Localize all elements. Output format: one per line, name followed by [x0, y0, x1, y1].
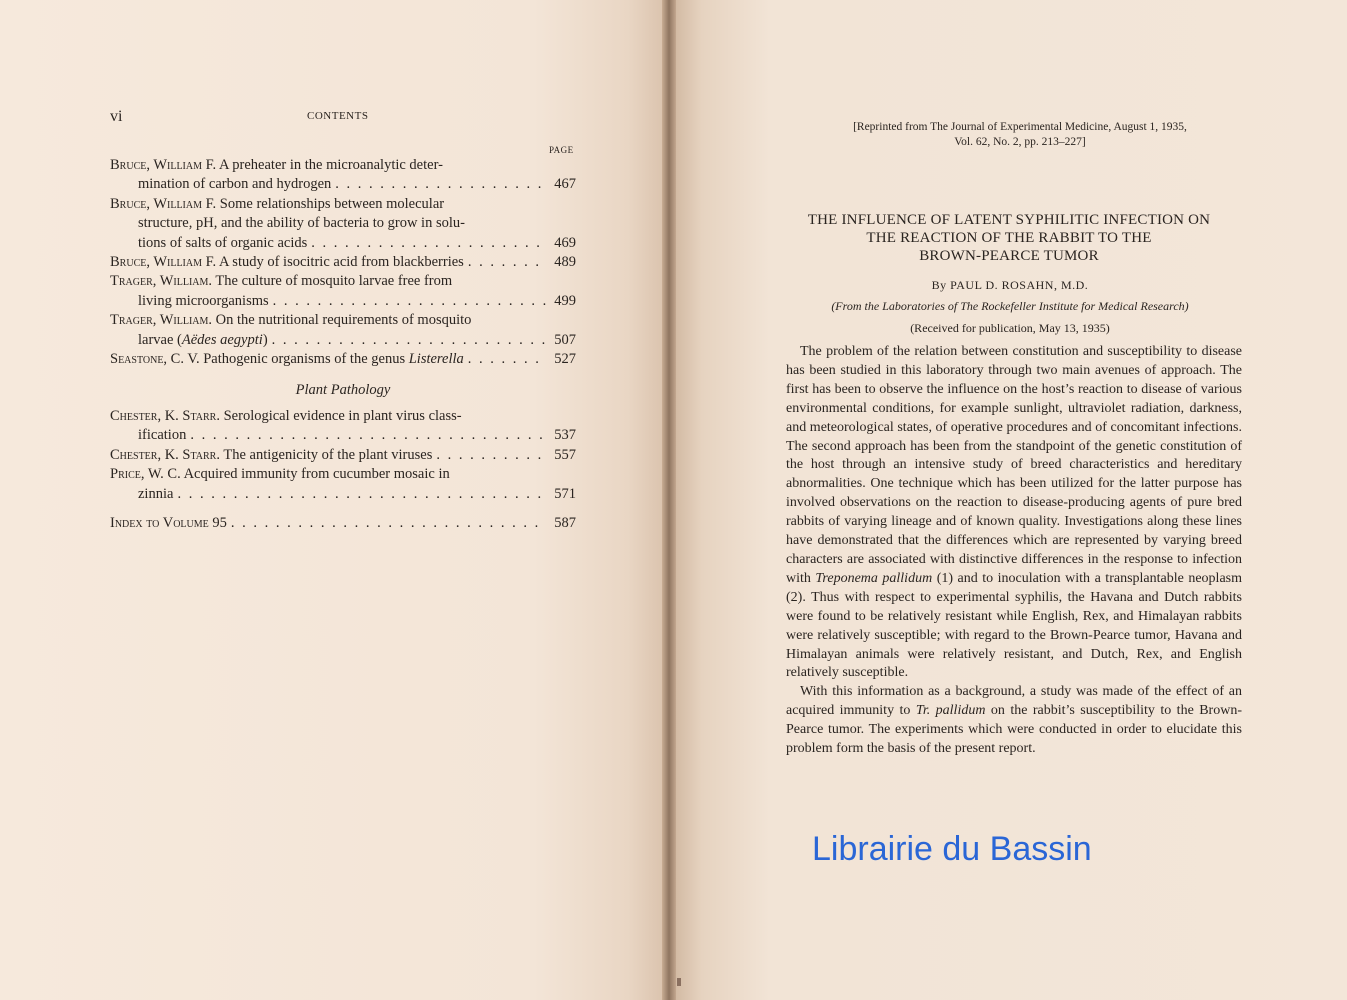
toc-title: The antigenicity of the plant viruses — [223, 446, 433, 463]
title-line: BROWN-PEARCE TUMOR — [919, 248, 1099, 264]
toc-page: 469 — [554, 234, 576, 251]
toc-entry — [110, 195, 576, 253]
toc-entry — [110, 465, 576, 504]
article-title — [774, 211, 1244, 265]
toc-title: A study of isocitric acid from blackberries — [219, 254, 464, 271]
toc-title: Pathogenic organisms of the genus — [203, 351, 409, 368]
toc-entry — [110, 350, 576, 369]
book-gutter — [662, 0, 676, 1000]
title-line: THE INFLUENCE OF LATENT SYPHILITIC INFECTION ON — [807, 212, 1211, 228]
toc-author: Seastone, C. V. — [110, 351, 200, 368]
toc-title: Some relationships between molecular — [219, 195, 445, 212]
toc-page: 527 — [554, 351, 576, 368]
reprint-notice — [820, 120, 1220, 150]
article-author: By PAUL D. ROSAHN, M.D. — [931, 278, 1089, 292]
received-date: (Received for publication, May 13, 1935) — [910, 321, 1110, 335]
toc-title-cont: tions of salts of organic acids — [138, 234, 308, 251]
section-title: Plant Pathology — [295, 382, 391, 399]
toc-page: 557 — [554, 446, 576, 463]
toc-entry — [110, 446, 576, 465]
toc-page: 507 — [554, 331, 576, 348]
toc-author: Chester, K. Starr. — [110, 446, 220, 463]
reprint-line: Vol. 62, No. 2, pp. 213–227] — [954, 136, 1086, 148]
toc-title-cont: zinnia — [138, 485, 174, 502]
toc-title: Serological evidence in plant virus class- — [223, 407, 462, 424]
toc-title-cont: mination of carbon and hydrogen — [138, 176, 332, 193]
toc-author: Chester, K. Starr. — [110, 407, 220, 424]
toc-author: Bruce, William F. — [110, 195, 217, 212]
toc-title-cont: ification — [138, 427, 187, 444]
body-text: The problem of the relation between constitution and susceptibility to disease has been studied in this laboratory through two main avenues of approach. The first has been to observe the influence on the host’s reaction to disease of various environmental conditions, for example sunlight, ultraviolet radiation, darkness, and meteorological states, of operative procedures and of concomitant infections. The second approach has been from the standpoint of the genetic constitution of the host through an intensive study of breed characteristics and hereditary abnormalities. One technique which has been utilized for the latter purpose has involved observations on the reaction to disease-producing agents of pure bred rabbits of varying lineage and of known quality. Investigations along these lines have demonstrated that the differences which are represented by varying breed characters are associated with distinctive differences in the response to infection with — [786, 344, 1242, 586]
page-column-header: PAGE — [549, 145, 574, 155]
species-name: Aëdes aegypti — [181, 331, 263, 348]
article-affiliation: (From the Laboratories of The Rockefeller Institute for Medical Research) — [831, 299, 1189, 313]
toc-page: 571 — [554, 485, 576, 502]
table-of-contents — [110, 156, 576, 533]
article-body — [786, 343, 1242, 759]
toc-entry — [110, 156, 576, 195]
body-text: With this information as a background, a study was made of the effect of an acquired immunity to — [786, 684, 1242, 719]
toc-page: 587 — [554, 514, 576, 531]
toc-page: 467 — [554, 176, 576, 193]
toc-author: Trager, William. — [110, 312, 213, 329]
body-text: on the rabbit’s susceptibility to the Brown-Pearce tumor. The experiments which were conducted in order to elucidate this problem form the basis of the present report. — [786, 703, 1242, 757]
toc-title-cont: larvae ( — [138, 331, 182, 348]
body-text: (1) and to inoculation with a transplantable neoplasm (2). Thus with respect to experimental syphilis, the Havana and Dutch rabbits were found to be relatively resistant while English, Rex, and Himalayan rabbits were relatively susceptible; with regard to the Brown-Pearce tumor, Havana and Himalayan animals were relatively resistant, and Dutch, Rex, and English relatively susceptible. — [786, 570, 1242, 681]
index-label: Index to Volume 95 — [110, 514, 227, 531]
toc-page: 499 — [554, 292, 576, 309]
toc-author: Price, W. C. — [110, 466, 181, 483]
toc-entry — [110, 407, 576, 446]
toc-entry — [110, 272, 576, 311]
seller-watermark: Librairie du Bassin — [812, 830, 1092, 868]
toc-title-cont: living microorganisms — [138, 292, 269, 309]
toc-entry — [110, 311, 576, 350]
toc-entry — [110, 253, 576, 272]
toc-author: Bruce, William F. — [110, 254, 217, 271]
species-name: Treponema pallidum — [815, 570, 933, 586]
page-mark — [677, 978, 681, 986]
reprint-line: [Reprinted from The Journal of Experimental Medicine, August 1, 1935, — [853, 121, 1187, 133]
toc-index-entry — [110, 514, 576, 533]
toc-page: 489 — [554, 254, 576, 271]
toc-title-cont: structure, pH, and the ability of bacteria to grow in solu- — [138, 215, 465, 232]
title-line: THE REACTION OF THE RABBIT TO THE — [866, 230, 1152, 246]
page-folio: vi — [110, 108, 123, 125]
toc-author: Trager, William. — [110, 273, 213, 290]
genus-name: Listerella — [408, 351, 464, 368]
toc-author: Bruce, William F. — [110, 157, 217, 173]
toc-page: 537 — [554, 427, 576, 444]
body-paragraph — [786, 343, 1242, 683]
toc-title: The culture of mosquito larvae free from — [215, 273, 453, 290]
toc-title: Acquired immunity from cucumber mosaic in — [183, 466, 450, 483]
toc-title-cont: ) — [262, 331, 268, 348]
toc-title: On the nutritional requirements of mosquito — [215, 312, 472, 329]
body-paragraph — [786, 683, 1242, 759]
running-head: CONTENTS — [307, 110, 369, 122]
toc-title: A preheater in the microanalytic deter- — [219, 157, 443, 173]
species-name: Tr. pallidum — [915, 703, 986, 719]
